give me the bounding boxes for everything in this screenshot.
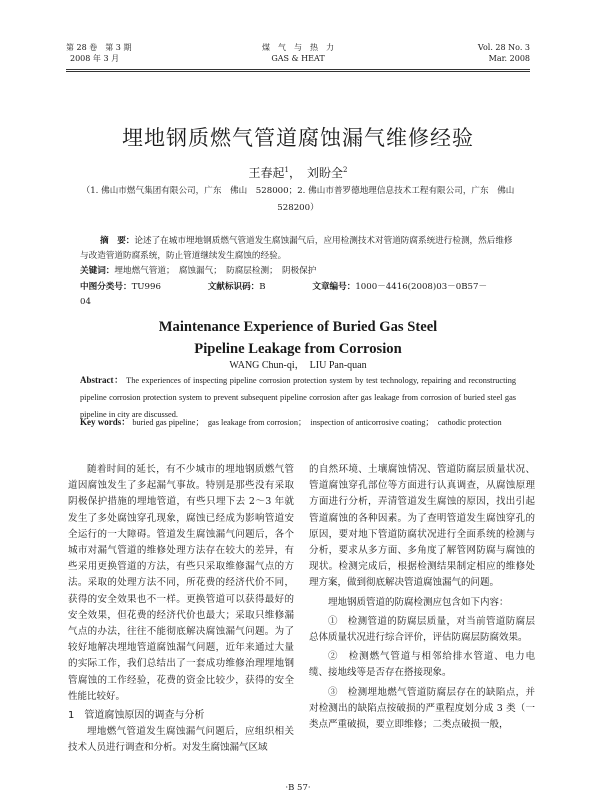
journal-name-cn: 煤 气 与 热 力 (262, 43, 334, 52)
keywords-cn (80, 264, 516, 279)
section-heading: 1 管道腐蚀原因的调查与分析 (68, 710, 205, 722)
authors-cn (0, 164, 596, 181)
list-item: ② 检测燃气管道与相邻给排水管道、电力电缆、接地线等是否存在搭接现象。 (309, 651, 535, 679)
article-no-value: 1000－4416(2008)03－0B57－04 (80, 282, 488, 307)
page-number: ·B 57· (285, 783, 311, 793)
author-2: 刘盼全 (307, 166, 344, 180)
abstract-cn (80, 234, 516, 264)
keywords-cn-label: 关键词： (80, 266, 115, 276)
body-paragraph: 随着时间的延长，有不少城市的埋地钢质燃气管道因腐蚀发生了多起漏气事故。特别是那些没有采取阴极保护措施的埋地管道，有些只埋下去 2～3 年就发生了多处腐蚀穿孔现象，腐蚀已经成为影响管道安全运行的一大障碍。管道发生腐蚀漏气问题后，各个城市对漏气管道的维修处理方法存在较大的差异，有些采用更换管道的方法，有些只采取维修漏气点的方法。采取的处理方法不同，所花费的经济代价不同，获得的安全效果也不一样。更换管道可以获得最好的安全效果，但花费的经济代价也最大；采取只维修漏气点的办法，往往不能彻底解决腐蚀漏气问题。为了较好地解决埋地管道腐蚀漏气问题，近年来通过大量的实际工作，我们总结出了一套成功维修治理埋地钢管腐蚀的工作经验，花费的资金比较少，获得的安全性能比较好。 (68, 464, 294, 702)
author-separator: ， (288, 166, 307, 180)
clc-label: 中图分类号： (80, 282, 132, 292)
date-cn: 2008 年 3 月 (70, 54, 120, 63)
author-1: 王春起 (248, 166, 285, 180)
authors-en: WANG Chun-qi， LIU Pan-quan (229, 360, 367, 371)
author-2-sup: 2 (343, 166, 348, 174)
article-no-label: 文章编号： (312, 282, 356, 292)
body-paragraph: 埋地燃气管道发生腐蚀漏气问题后，应组织相关技术人员进行调查和分析。对发生腐蚀漏气区域 (68, 726, 294, 754)
doc-code-value: B (259, 282, 266, 292)
abstract-cn-text: 论述了在城市埋地钢质燃气管道发生腐蚀漏气后，应用检测技术对管道防腐系统进行检测，然后维修与改造管道防腐系统，防止管道继续发生腐蚀的经验。 (80, 236, 513, 261)
volume-cn: 第 28 卷 第 3 期 (66, 43, 132, 52)
abstract-cn-label: 摘 要： (100, 236, 135, 246)
keywords-en (80, 414, 516, 431)
body-paragraph: 的自然环境、土壤腐蚀情况、管道防腐层质量状况、管道腐蚀穿孔部位等方面进行认真调查，从腐蚀原理方面进行分析，弄清管道发生腐蚀的原因，找出引起管道腐蚀的各种因素。为了查明管道发生腐蚀穿孔的原因，要对地下管道防腐状况进行全面系统的检测与分析，要求从多方面、多角度了解管网防腐与腐蚀的现状。检测完成后，根据检测结果制定相应的维修处理方案，做到彻底解决管道腐蚀漏气的问题。 (309, 464, 535, 589)
body-paragraph: 埋地钢质管道的防腐检测应包含如下内容： (328, 596, 509, 608)
list-item: ① 检测管道的防腐层质量，对当前管道防腐层总体质量状况进行综合评价，评估防腐层防腐效果。 (309, 615, 535, 644)
clc-value: TU996 (131, 282, 161, 292)
header-rule-thin (66, 71, 530, 72)
abstract-en-text: The experiences of inspecting pipeline corrosion protection system by test technology, repairing and reconstructing pipeline corrosion protection system to prevent subsequent pipeline corrosion after gas leakage from corrosion of buried steel gas pipeline in city are discussed. (80, 376, 516, 419)
classification-line (80, 280, 516, 310)
body-column-right (309, 462, 535, 736)
abstract-en-label: Abstract： (80, 375, 124, 385)
header-right (478, 42, 530, 64)
keywords-en-text: buried gas pipeline； gas leakage from corrosion； inspection of anticorrosive coating； cathodic protection (130, 418, 502, 427)
doc-code-label: 文献标识码： (207, 282, 260, 292)
page-title: 埋地钢质燃气管道腐蚀漏气维修经验 (122, 126, 474, 150)
author-1-sup: 1 (284, 166, 289, 174)
title-en: Maintenance Experience of Buried Gas Steel Pipeline Leakage from Corrosion (158, 319, 438, 357)
keywords-cn-text: 埋地燃气管道； 腐蚀漏气； 防腐层检测； 阴极保护 (114, 266, 317, 276)
body-column-left (68, 462, 294, 759)
volume-en: Vol. 28 No. 3 (477, 43, 530, 52)
journal-name-en: GAS & HEAT (271, 54, 325, 63)
affiliation-cn: （1. 佛山市燃气集团有限公司，广东 佛山 528000；2. 佛山市普罗德地理信息技术工程有限公司，广东 佛山 528200） (81, 186, 523, 213)
header-rule (66, 69, 530, 70)
date-en: Mar. 2008 (488, 54, 530, 63)
keywords-en-label: Key words： (80, 417, 131, 427)
list-item: ③ 检测埋地燃气管道防腐层存在的缺陷点，并对检测出的缺陷点按破损的严重程度划分成 3 类（一类点严重破损，要立即维修；二类点破损一般， (309, 686, 535, 731)
